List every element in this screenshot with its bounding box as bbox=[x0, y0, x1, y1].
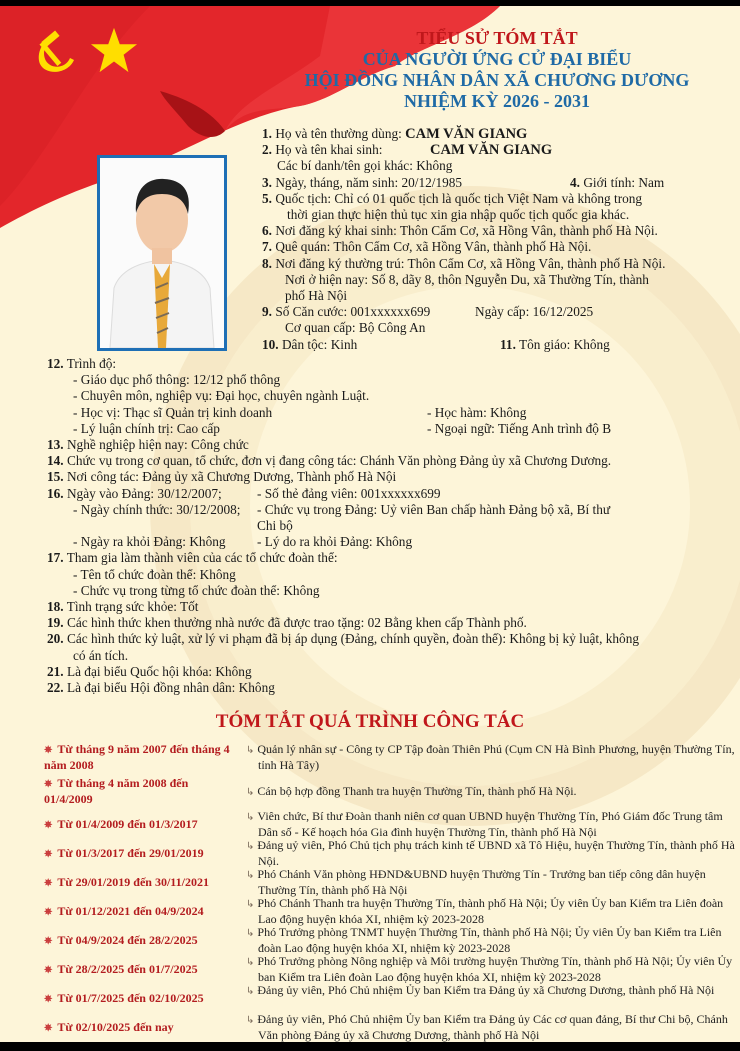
star-bullet-icon: ✵ bbox=[44, 820, 53, 831]
item-party-join: 16. Ngày vào Đảng: 30/12/2007; - Số thẻ đảng viên: 001xxxxxx699 bbox=[47, 485, 441, 501]
item-party-role-cont: Chi bộ bbox=[257, 518, 293, 534]
item-dob: 3. Ngày, tháng, năm sinh: 20/12/1985 4. Giới tính: Nam bbox=[262, 174, 665, 190]
item-professional: - Chuyên môn, nghiệp vụ: Đại học, chuyên ngành Luật. bbox=[73, 388, 370, 404]
header-term: NHIỆM KỲ 2026 - 2031 bbox=[404, 91, 590, 111]
item-birth-registration: 6. Nơi đăng ký khai sinh: Thôn Cẩm Cơ, xã Hồng Vân, thành phố Hà Nội. bbox=[262, 223, 658, 239]
personal-info bbox=[262, 126, 732, 353]
item-party-leave: - Ngày ra khỏi Đảng: Không - Lý do ra khỏi Đảng: Không bbox=[73, 534, 413, 550]
item-degree: - Học vị: Thạc sĩ Quản trị kinh doanh - Học hàm: Không bbox=[73, 404, 527, 420]
star-bullet-icon: ✵ bbox=[44, 779, 53, 790]
star-bullet-icon: ✵ bbox=[44, 1023, 53, 1034]
work-entry: ✵ Từ 01/4/2009 đến 01/3/2017 ↳ Viên chức, Bí thư Đoàn thanh niên cơ quan UBND huyện Thường Tín, Phó Giám đốc Trung tâm Dân số - Kế hoạch hóa Gia đình huyện Thường Tín, thành phố Hà Nội bbox=[44, 809, 723, 840]
star-bullet-icon: ✵ bbox=[44, 965, 53, 976]
arrow-bullet-icon: ↳ bbox=[246, 745, 255, 756]
item-current-residence-cont: phố Hà Nội bbox=[285, 288, 348, 304]
item-occupation: 13. Nghề nghiệp hiện nay: Công chức bbox=[47, 437, 249, 453]
document-header bbox=[262, 28, 732, 112]
work-entry: ✵ Từ 01/3/2017 đến 29/01/2019 ↳ Đảng uỷ viên, Phó Chủ tịch phụ trách kinh tế UBND xã Tô Hiệu, huyện Thường Tín, thành phố Hà Nội. bbox=[44, 838, 735, 869]
arrow-bullet-icon: ↳ bbox=[246, 787, 255, 798]
item-nationality-cont: thời gian thực hiện thủ tục xin gia nhập quốc tịch quốc gia khác. bbox=[287, 207, 630, 223]
item-discipline-cont: có án tích. bbox=[73, 647, 129, 663]
item-health: 18. Tình trạng sức khỏe: Tốt bbox=[47, 599, 199, 615]
item-awards: 19. Các hình thức khen thưởng nhà nước đã được trao tặng: 02 Bằng khen cấp Thành phố. bbox=[47, 615, 527, 631]
work-entry: ✵ Từ 28/2/2025 đến 01/7/2025 ↳ Phó Trưởng phòng Nông nghiệp và Môi trường huyện Thường Tín, thành phố Hà Nội; Ủy viên Ủy ban Kiểm tra Liên đoàn Lao động huyện khóa XI, nhiệm kỳ 2023-2028 bbox=[44, 954, 733, 985]
star-icon bbox=[90, 26, 138, 74]
item-common-name: 1. Họ và tên thường dùng: CAM VĂN GIANG bbox=[262, 126, 528, 142]
item-nationality: 5. Quốc tịch: Chỉ có 01 quốc tịch là quốc tịch Việt Nam và không trong bbox=[262, 190, 643, 206]
item-discipline: 20. Các hình thức kỷ luật, xử lý vi phạm đã bị áp dụng (Đảng, chính quyền, đoàn thể): Không bị kỷ luật, không bbox=[47, 631, 639, 647]
item-education: 12. Trình độ: bbox=[47, 356, 117, 371]
arrow-bullet-icon: ↳ bbox=[246, 957, 255, 968]
work-history-list bbox=[44, 742, 734, 1041]
star-bullet-icon: ✵ bbox=[44, 745, 53, 756]
work-history-title: TÓM TẮT QUÁ TRÌNH CÔNG TÁC bbox=[215, 711, 525, 732]
work-entry: ✵ Từ tháng 4 năm 2008 đến 01/4/2009 ↳ Cán bộ hợp đồng Thanh tra huyện Thường Tín, thành phố Hà Nội. bbox=[44, 776, 577, 807]
star-bullet-icon: ✵ bbox=[44, 936, 53, 947]
arrow-bullet-icon: ↳ bbox=[246, 812, 255, 823]
item-position: 14. Chức vụ trong cơ quan, tổ chức, đơn vị đang công tác: Chánh Văn phòng Đảng ủy xã Chương Dương. bbox=[47, 453, 612, 469]
star-bullet-icon: ✵ bbox=[44, 878, 53, 889]
item-birth-name: 2. Họ và tên khai sinh: CAM VĂN GIANG bbox=[262, 142, 553, 159]
candidate-photo bbox=[97, 155, 227, 351]
item-hometown: 7. Quê quán: Thôn Cẩm Cơ, xã Hồng Vân, thành phố Hà Nội. bbox=[262, 239, 592, 255]
work-entry: ✵ Từ tháng 9 năm 2007 đến tháng 4 năm 2008 ↳ Quản lý nhân sự - Công ty CP Tập đoàn Thiên Phú (Cụm CN Hà Bình Phương, huyện Thường Tín, tỉnh Hà Tây) bbox=[44, 742, 735, 773]
work-entry: ✵ Từ 29/01/2019 đến 30/11/2021 ↳ Phó Chánh Văn phòng HĐND&UBND huyện Thường Tín - Trưởng ban tiếp công dân huyện Thường Tín, thành phố Hà Nội bbox=[44, 867, 706, 898]
item-organizations: 17. Tham gia làm thành viên của các tổ chức đoàn thể: bbox=[47, 550, 338, 566]
item-general-education: - Giáo dục phổ thông: 12/12 phổ thông bbox=[73, 372, 281, 388]
arrow-bullet-icon: ↳ bbox=[246, 899, 255, 910]
arrow-bullet-icon: ↳ bbox=[246, 928, 255, 939]
item-org-role: - Chức vụ trong từng tổ chức đoàn thể: Không bbox=[73, 582, 320, 598]
arrow-bullet-icon: ↳ bbox=[246, 986, 255, 997]
item-org-name: - Tên tổ chức đoàn thể: Không bbox=[73, 566, 236, 582]
arrow-bullet-icon: ↳ bbox=[246, 841, 255, 852]
work-entry: ✵ Từ 04/9/2024 đến 28/2/2025 ↳ Phó Trưởng phòng TNMT huyện Thường Tín, thành phố Hà Nội; Ủy viên Ủy ban Kiểm tra Liên đoàn Lao động huyện khóa XI, nhiệm kỳ 2023-2028 bbox=[44, 925, 722, 956]
arrow-bullet-icon: ↳ bbox=[246, 1015, 255, 1026]
header-subtitle-1: CỦA NGƯỜI ỨNG CỬ ĐẠI BIỂU bbox=[362, 49, 632, 69]
work-entry: ✵ Từ 02/10/2025 đến nay ↳ Đảng ủy viên, Phó Chủ nhiệm Ủy ban Kiểm tra Đảng ủy Các cơ quan đảng, Bí thư Chi bộ, Chánh Văn phòng Đảng ủy xã Chương Dương, thành phố Hà Nội bbox=[44, 1012, 728, 1042]
arrow-bullet-icon: ↳ bbox=[246, 870, 255, 881]
item-workplace: 15. Nơi công tác: Đảng ủy xã Chương Dương, Thành phố Hà Nội bbox=[47, 469, 397, 485]
header-title: TIỂU SỬ TÓM TẮT bbox=[416, 28, 578, 48]
item-id-card: 9. Số Căn cước: 001xxxxxx699 Ngày cấp: 16/12/2025 bbox=[262, 304, 594, 320]
item-ethnicity: 10. Dân tộc: Kinh 11. Tôn giáo: Không bbox=[262, 336, 610, 352]
work-entry: ✵ Từ 01/12/2021 đến 04/9/2024 ↳ Phó Chánh Thanh tra huyện Thường Tín, thành phố Hà Nội; Ủy viên Ủy ban Kiểm tra Liên đoàn Lao động huyện khóa XI, nhiệm kỳ 2023-2028 bbox=[44, 896, 724, 927]
star-bullet-icon: ✵ bbox=[44, 994, 53, 1005]
star-bullet-icon: ✵ bbox=[44, 907, 53, 918]
career-info bbox=[47, 356, 737, 696]
item-peoples-council: 22. Là đại biểu Hội đồng nhân dân: Không bbox=[47, 680, 275, 696]
biography-page bbox=[0, 6, 740, 1042]
item-id-issuer: Cơ quan cấp: Bộ Công An bbox=[285, 320, 426, 336]
item-political-theory: - Lý luận chính trị: Cao cấp - Ngoại ngữ: Tiếng Anh trình độ B bbox=[73, 420, 612, 436]
item-party-official: - Ngày chính thức: 30/12/2008; - Chức vụ trong Đảng: Uỷ viên Ban chấp hành Đảng bộ xã, Bí thư bbox=[73, 501, 611, 517]
star-bullet-icon: ✵ bbox=[44, 849, 53, 860]
work-entry: ✵ Từ 01/7/2025 đến 02/10/2025 ↳ Đảng ủy viên, Phó Chủ nhiệm Ủy ban Kiểm tra Đảng ủy xã Chương Dương, thành phố Hà Nội bbox=[44, 983, 715, 1005]
item-aliases: Các bí danh/tên gọi khác: Không bbox=[277, 158, 453, 174]
item-current-residence: Nơi ở hiện nay: Số 8, dãy 8, thôn Nguyễn Du, xã Thường Tín, thành bbox=[285, 271, 649, 287]
item-national-assembly: 21. Là đại biểu Quốc hội khóa: Không bbox=[47, 663, 252, 679]
item-permanent-residence: 8. Nơi đăng ký thường trú: Thôn Cẩm Cơ, xã Hồng Vân, thành phố Hà Nội. bbox=[262, 255, 666, 271]
header-subtitle-2: HỘI ĐỒNG NHÂN DÂN XÃ CHƯƠNG DƯƠNG bbox=[304, 70, 690, 90]
